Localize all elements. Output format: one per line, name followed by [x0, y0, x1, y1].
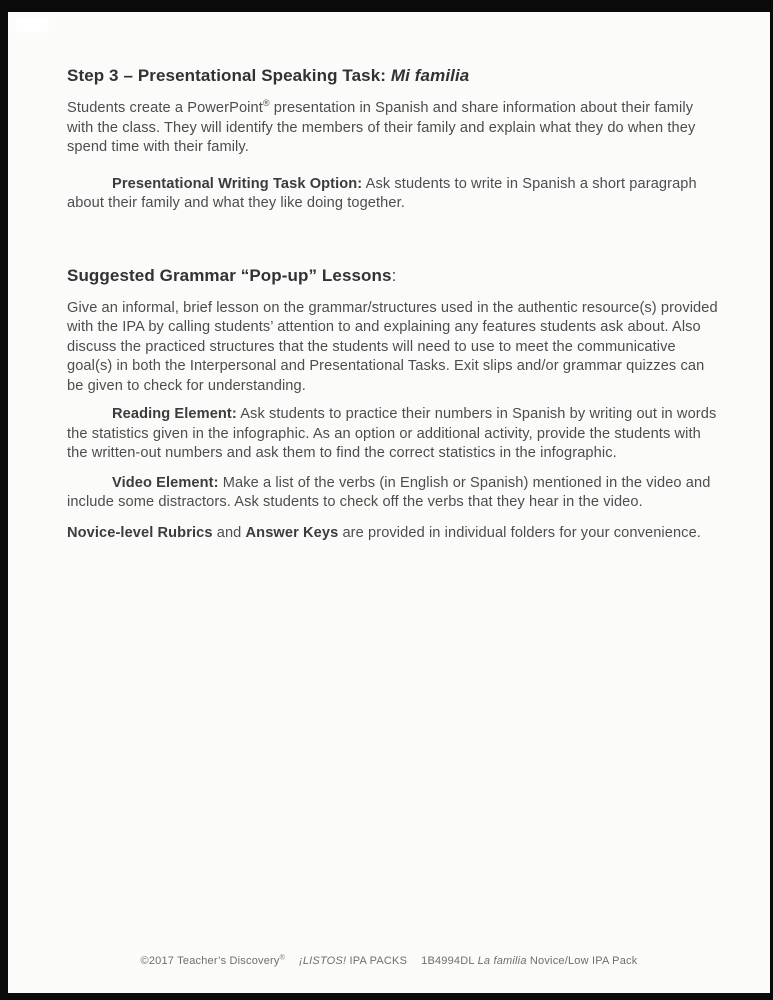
video-element-lead: Video Element:: [112, 474, 219, 491]
footer-familia: La familia: [477, 955, 527, 967]
grammar-section-heading: [67, 266, 718, 286]
intro-text-post: presentation in Spanish and share information about their family with the class. They will identify the members of their family and explain what they do when they spend time with their family.: [67, 100, 696, 155]
video-element-paragraph: [67, 474, 718, 513]
document-page: [8, 12, 770, 993]
rubrics-bold-2: Answer Keys: [245, 524, 339, 541]
grammar-heading-colon: :: [391, 265, 397, 285]
writing-option-lead: Presentational Writing Task Option:: [112, 175, 363, 192]
footer-product-code: 1B4994DL: [421, 955, 478, 967]
footer-registered-mark: ®: [279, 954, 285, 962]
footer-listos: ¡LISTOS!: [298, 955, 347, 967]
reading-element-body: Ask students to practice their numbers in Spanish by writing out in words the statistics given in the infographic. As an option or additional activity, provide the students with the written-out numbers and ask them to find the correct statistics in the infographic.: [67, 406, 717, 461]
page-title-text: Step 3 – Presentational Speaking Task:: [67, 66, 391, 85]
page-title: [67, 66, 718, 86]
footer-pack-name: Novice/Low IPA Pack: [526, 955, 638, 967]
scan-corner-artifact: [16, 17, 48, 32]
video-element-body: Make a list of the verbs (in English or Spanish) mentioned in the video and include some distractors. Ask students to check off the verbs that they hear in the video.: [67, 474, 711, 510]
footer-copyright: ©2017 Teacher’s Discovery: [140, 955, 280, 967]
grammar-paragraph: Give an informal, brief lesson on the grammar/structures used in the authentic resource(s) provided with the IPA by calling students’ attention to and explaining any features students ask about. Also discuss the practiced structures that the students will need to use to meet the communicative goal(s) in both the Interpersonal and Presentational Tasks. Exit slips and/or grammar quizzes can be given to check for understanding.: [67, 299, 718, 394]
grammar-heading-text: Suggested Grammar “Pop-up” Lessons: [67, 265, 392, 285]
reading-element-paragraph: [67, 405, 718, 464]
rubrics-paragraph: [67, 524, 718, 544]
writing-option-paragraph: [67, 175, 718, 214]
page-content: [67, 12, 718, 543]
reading-element-lead: Reading Element:: [112, 406, 237, 422]
page-footer: [8, 955, 770, 967]
writing-option-body: Ask students to write in Spanish a short paragraph about their family and what they like doing together.: [67, 175, 697, 211]
registered-mark: ®: [262, 98, 270, 109]
intro-paragraph: [67, 99, 718, 158]
rubrics-rest-text: are provided in individual folders for your convenience.: [338, 524, 701, 541]
rubrics-mid-text: and: [212, 524, 246, 541]
rubrics-bold-1: Novice-level Rubrics: [67, 524, 213, 541]
footer-packs: IPA PACKS: [346, 955, 408, 967]
intro-text-pre: Students create a PowerPoint: [67, 100, 263, 116]
page-title-italic: Mi familia: [390, 66, 470, 85]
